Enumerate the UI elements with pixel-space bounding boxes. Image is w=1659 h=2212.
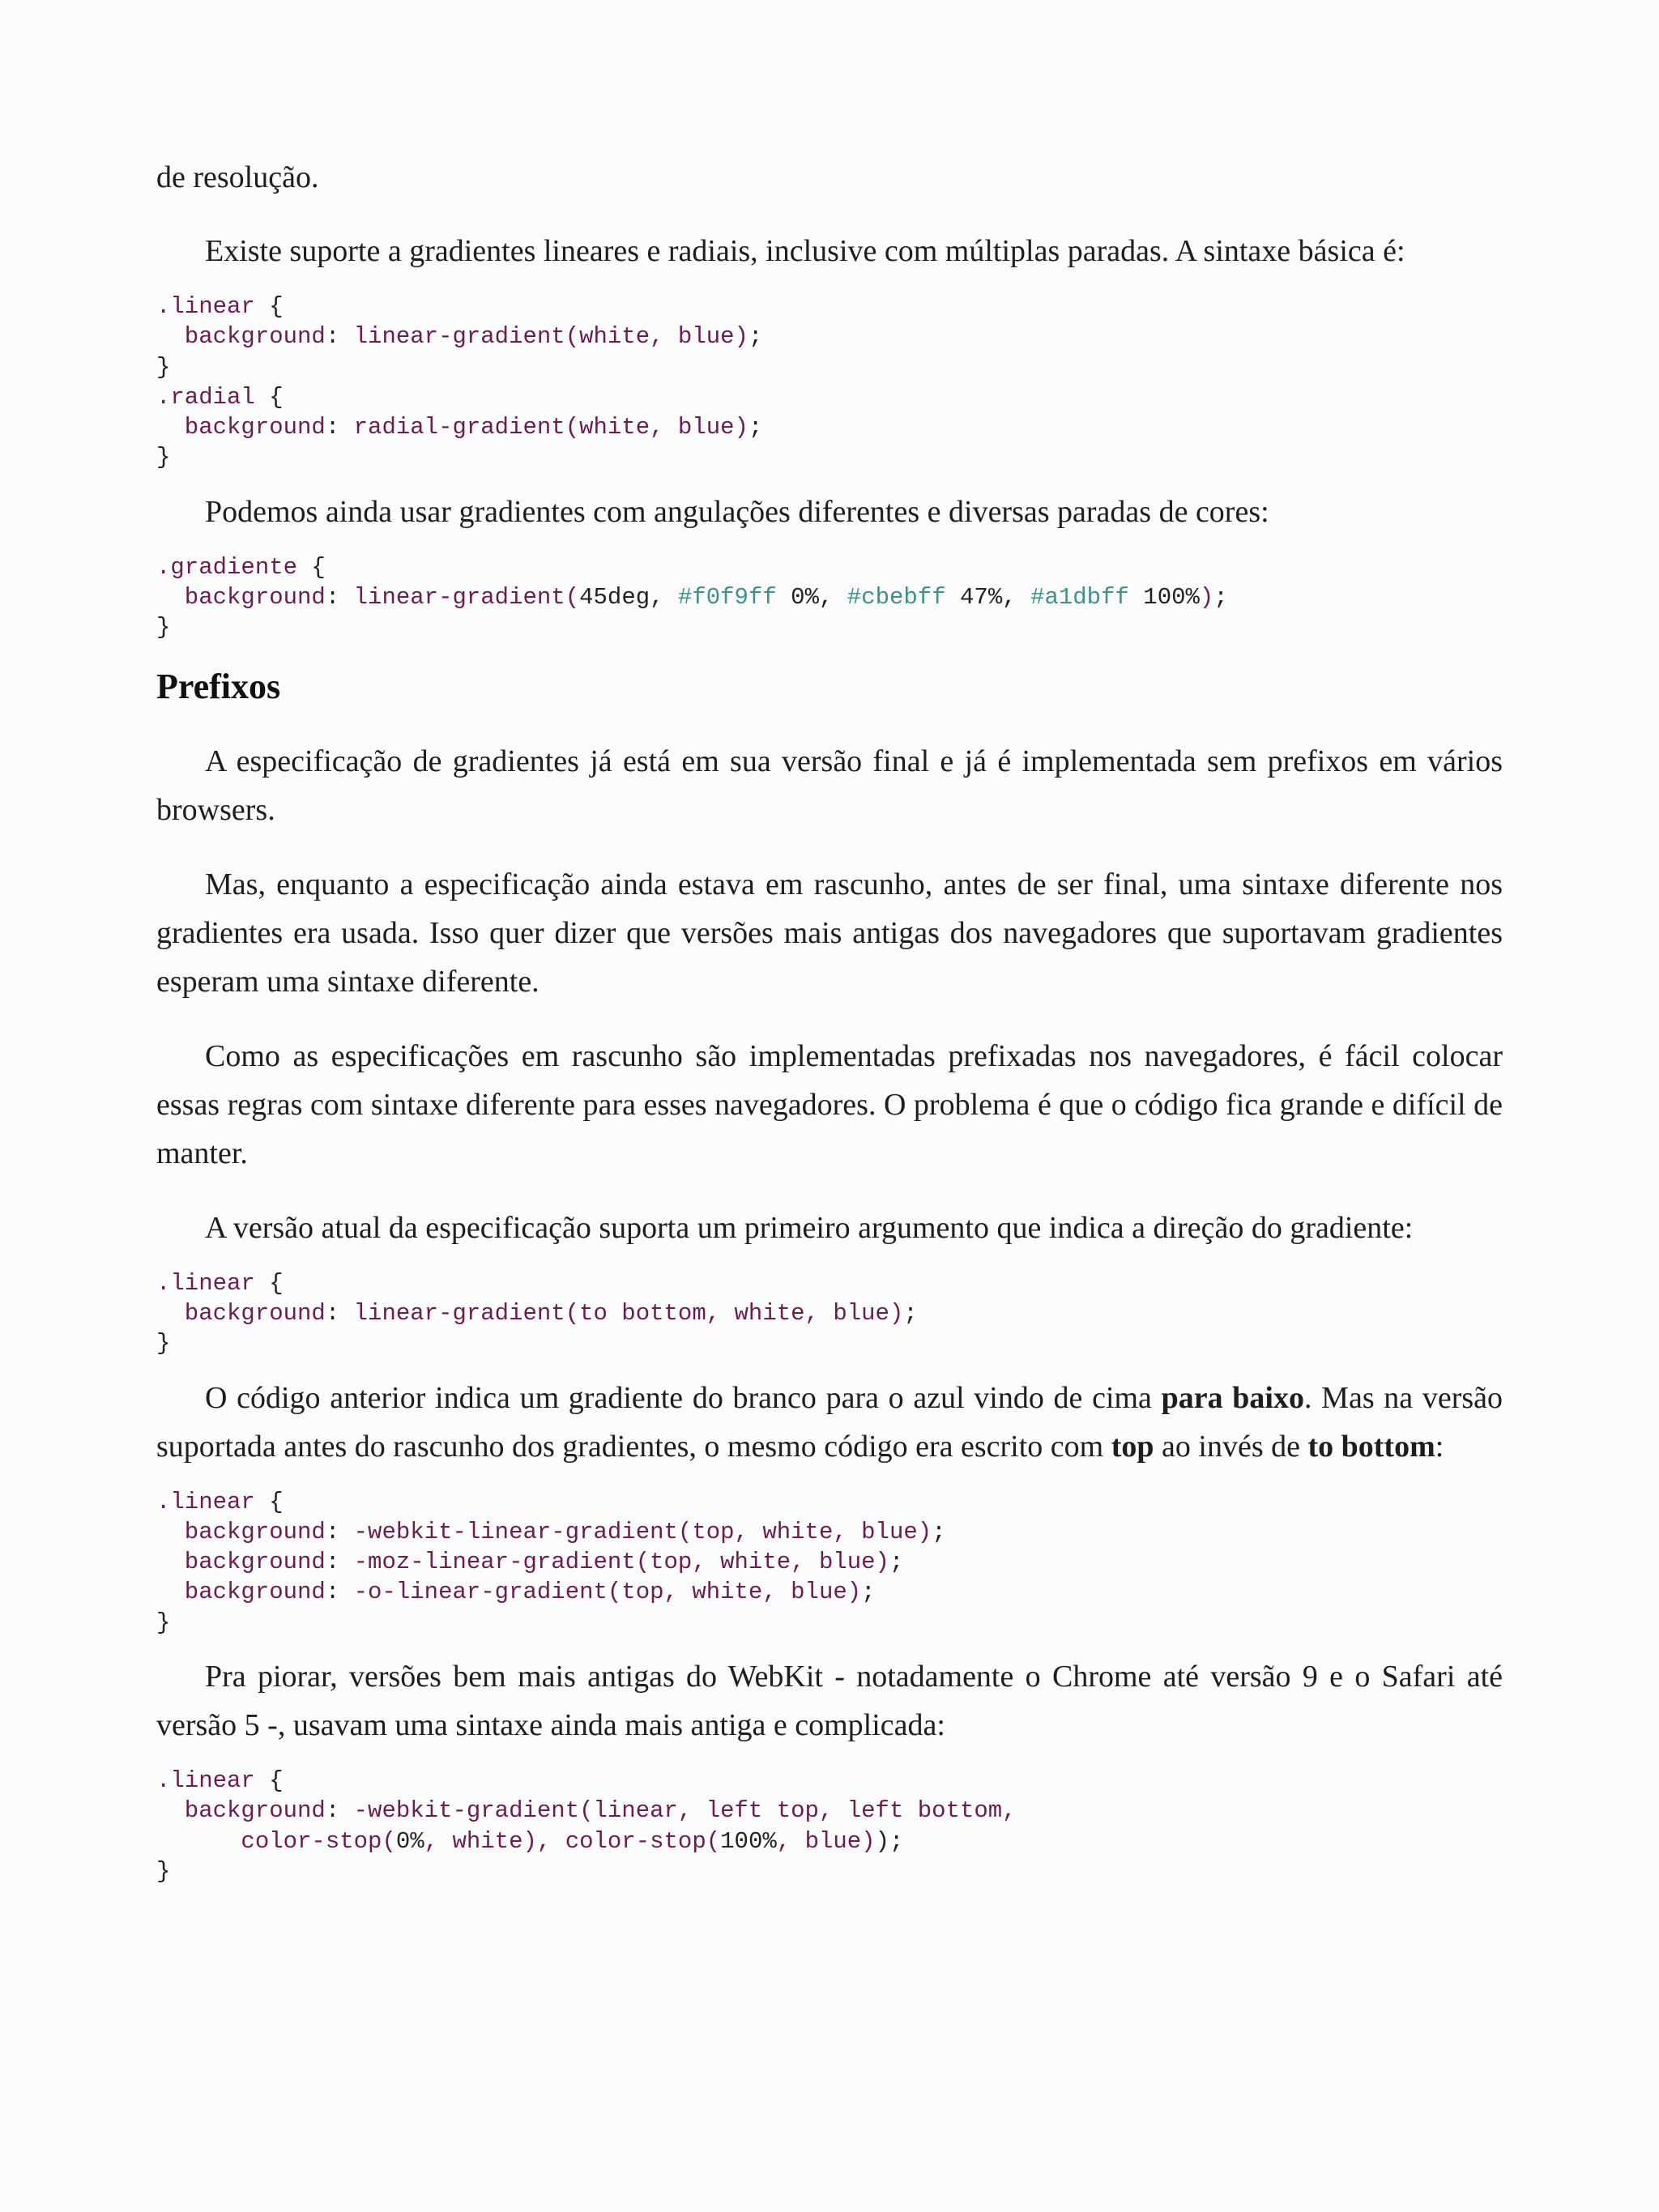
code-selector: .linear (156, 1488, 255, 1515)
bold-top: top (1111, 1429, 1154, 1464)
code-value: -webkit-gradient(linear, left top, left bottom, (353, 1797, 1017, 1825)
code-hex-color: #f0f9ff (677, 584, 777, 612)
code-comma: , (818, 584, 847, 612)
text-run: ao invés de (1154, 1429, 1308, 1464)
code-property: background (156, 323, 326, 351)
code-percent: 100% (1128, 584, 1200, 612)
code-brace: } (156, 353, 171, 381)
code-value: linear-gradient(to bottom, white, blue) (353, 1299, 904, 1327)
code-paren: ) (1199, 584, 1214, 612)
code-semicolon: ; (889, 1549, 904, 1576)
code-brace: { (254, 383, 284, 411)
code-block-gradient-stops (156, 552, 1503, 643)
code-brace: { (254, 1269, 284, 1297)
code-block-basic-syntax (156, 292, 1503, 473)
code-property: background (156, 584, 326, 612)
code-block-webkit-gradient (156, 1766, 1503, 1886)
section-heading-prefixos: Prefixos (156, 666, 281, 706)
code-brace: } (156, 1857, 171, 1885)
code-block-to-bottom (156, 1268, 1503, 1359)
code-colon: : (325, 1299, 354, 1327)
code-property: background (156, 414, 326, 441)
code-angle: 45deg (579, 584, 650, 612)
code-selector: .gradiente (156, 553, 298, 581)
text-run: : (1435, 1429, 1444, 1464)
code-comma: , (1002, 584, 1031, 612)
paragraph-rascunho: Mas, enquanto a especificação ainda estava em rascunho, antes de ser final, uma sintaxe diferente nos gradientes era usada. Isso quer dizer que versões mais antigas dos navegadores que suportavam gradientes esperam uma sintaxe diferente. (156, 867, 1503, 999)
paragraph-de-resolucao: de resolução. (156, 160, 319, 194)
code-percent: 47% (945, 584, 1003, 612)
code-semicolon: ; (1213, 584, 1228, 612)
code-colon: : (325, 414, 354, 441)
code-semicolon: ; (903, 1299, 918, 1327)
code-block-vendor-prefixes (156, 1487, 1503, 1638)
code-semicolon: ; (932, 1518, 946, 1545)
paragraph-versao-final: A especificação de gradientes já está em sua versão final e já é implementada sem prefixos em vários browsers. (156, 744, 1503, 827)
code-colon: : (325, 1518, 354, 1545)
code-selector: .linear (156, 293, 255, 320)
code-colon: : (325, 584, 354, 612)
code-function: linear-gradient( (353, 584, 580, 612)
code-colon: : (325, 1797, 354, 1825)
code-colon: : (325, 1549, 354, 1576)
code-brace: } (156, 614, 171, 641)
bold-para-baixo: para baixo (1161, 1380, 1304, 1415)
paragraph-direcao: A versão atual da especificação suporta um primeiro argumento que indica a direção do gradiente: (205, 1210, 1414, 1245)
code-semicolon: ; (861, 1579, 876, 1606)
code-property: background (156, 1797, 326, 1825)
code-selector: .linear (156, 1269, 255, 1297)
document-page (156, 147, 1503, 1886)
code-brace: { (254, 293, 284, 320)
code-value: linear-gradient(white, blue) (353, 323, 748, 351)
code-percent: 0% (776, 584, 819, 612)
code-semicolon: ); (875, 1827, 904, 1855)
paragraph-suporte-gradientes: Existe suporte a gradientes lineares e radiais, inclusive com múltiplas paradas. A sintaxe básica é: (205, 234, 1405, 268)
paragraph-webkit-antigo: Pra piorar, versões bem mais antigas do WebKit - notadamente o Chrome até versão 9 e o Safari até versão 5 -, usavam uma sintaxe ainda mais antiga e complicada: (156, 1660, 1503, 1743)
code-brace: } (156, 1609, 171, 1636)
code-hex-color: #cbebff (847, 584, 946, 612)
paragraph-prefixadas: Como as especificações em rascunho são implementadas prefixadas nos navegadores, é fácil colocar essas regras com sintaxe diferente para esses navegadores. O problema é que o código fica grande e difícil de manter. (156, 1038, 1503, 1170)
code-property: background (156, 1299, 326, 1327)
code-semicolon: ; (748, 323, 763, 351)
code-selector: .linear (156, 1767, 255, 1795)
code-value: , blue) (776, 1827, 876, 1855)
code-hex-color: #a1dbff (1030, 584, 1129, 612)
code-brace: { (254, 1488, 284, 1515)
code-value: -o-linear-gradient(top, white, blue) (353, 1579, 862, 1606)
code-value: -webkit-linear-gradient(top, white, blue) (353, 1518, 932, 1545)
code-colon: : (325, 1579, 354, 1606)
code-percent: 0% (395, 1827, 424, 1855)
paragraph-codigo-anterior (156, 1374, 1503, 1471)
code-property: background (156, 1518, 326, 1545)
code-brace: { (254, 1767, 284, 1795)
code-percent: 100% (720, 1827, 777, 1855)
code-semicolon: ; (748, 414, 763, 441)
code-colon: : (325, 323, 354, 351)
code-selector: .radial (156, 383, 255, 411)
code-comma: , (650, 584, 678, 612)
code-value: radial-gradient(white, blue) (353, 414, 748, 441)
bold-to-bottom: to bottom (1307, 1429, 1435, 1464)
code-property: background (156, 1549, 326, 1576)
code-brace: } (156, 1330, 171, 1357)
text-run: . Mas na versão suportada antes do rascunho dos gradientes, o mesmo código era escrito com (156, 1380, 1503, 1464)
paragraph-angulacoes: Podemos ainda usar gradientes com angulações diferentes e diversas paradas de cores: (205, 494, 1269, 529)
code-value: , white), color-stop( (424, 1827, 721, 1855)
code-property: background (156, 1579, 326, 1606)
code-value: -moz-linear-gradient(top, white, blue) (353, 1549, 889, 1576)
code-brace: { (297, 553, 326, 581)
code-value: color-stop( (156, 1827, 396, 1855)
code-brace: } (156, 444, 171, 471)
text-run: O código anterior indica um gradiente do branco para o azul vindo de cima (205, 1380, 1162, 1415)
